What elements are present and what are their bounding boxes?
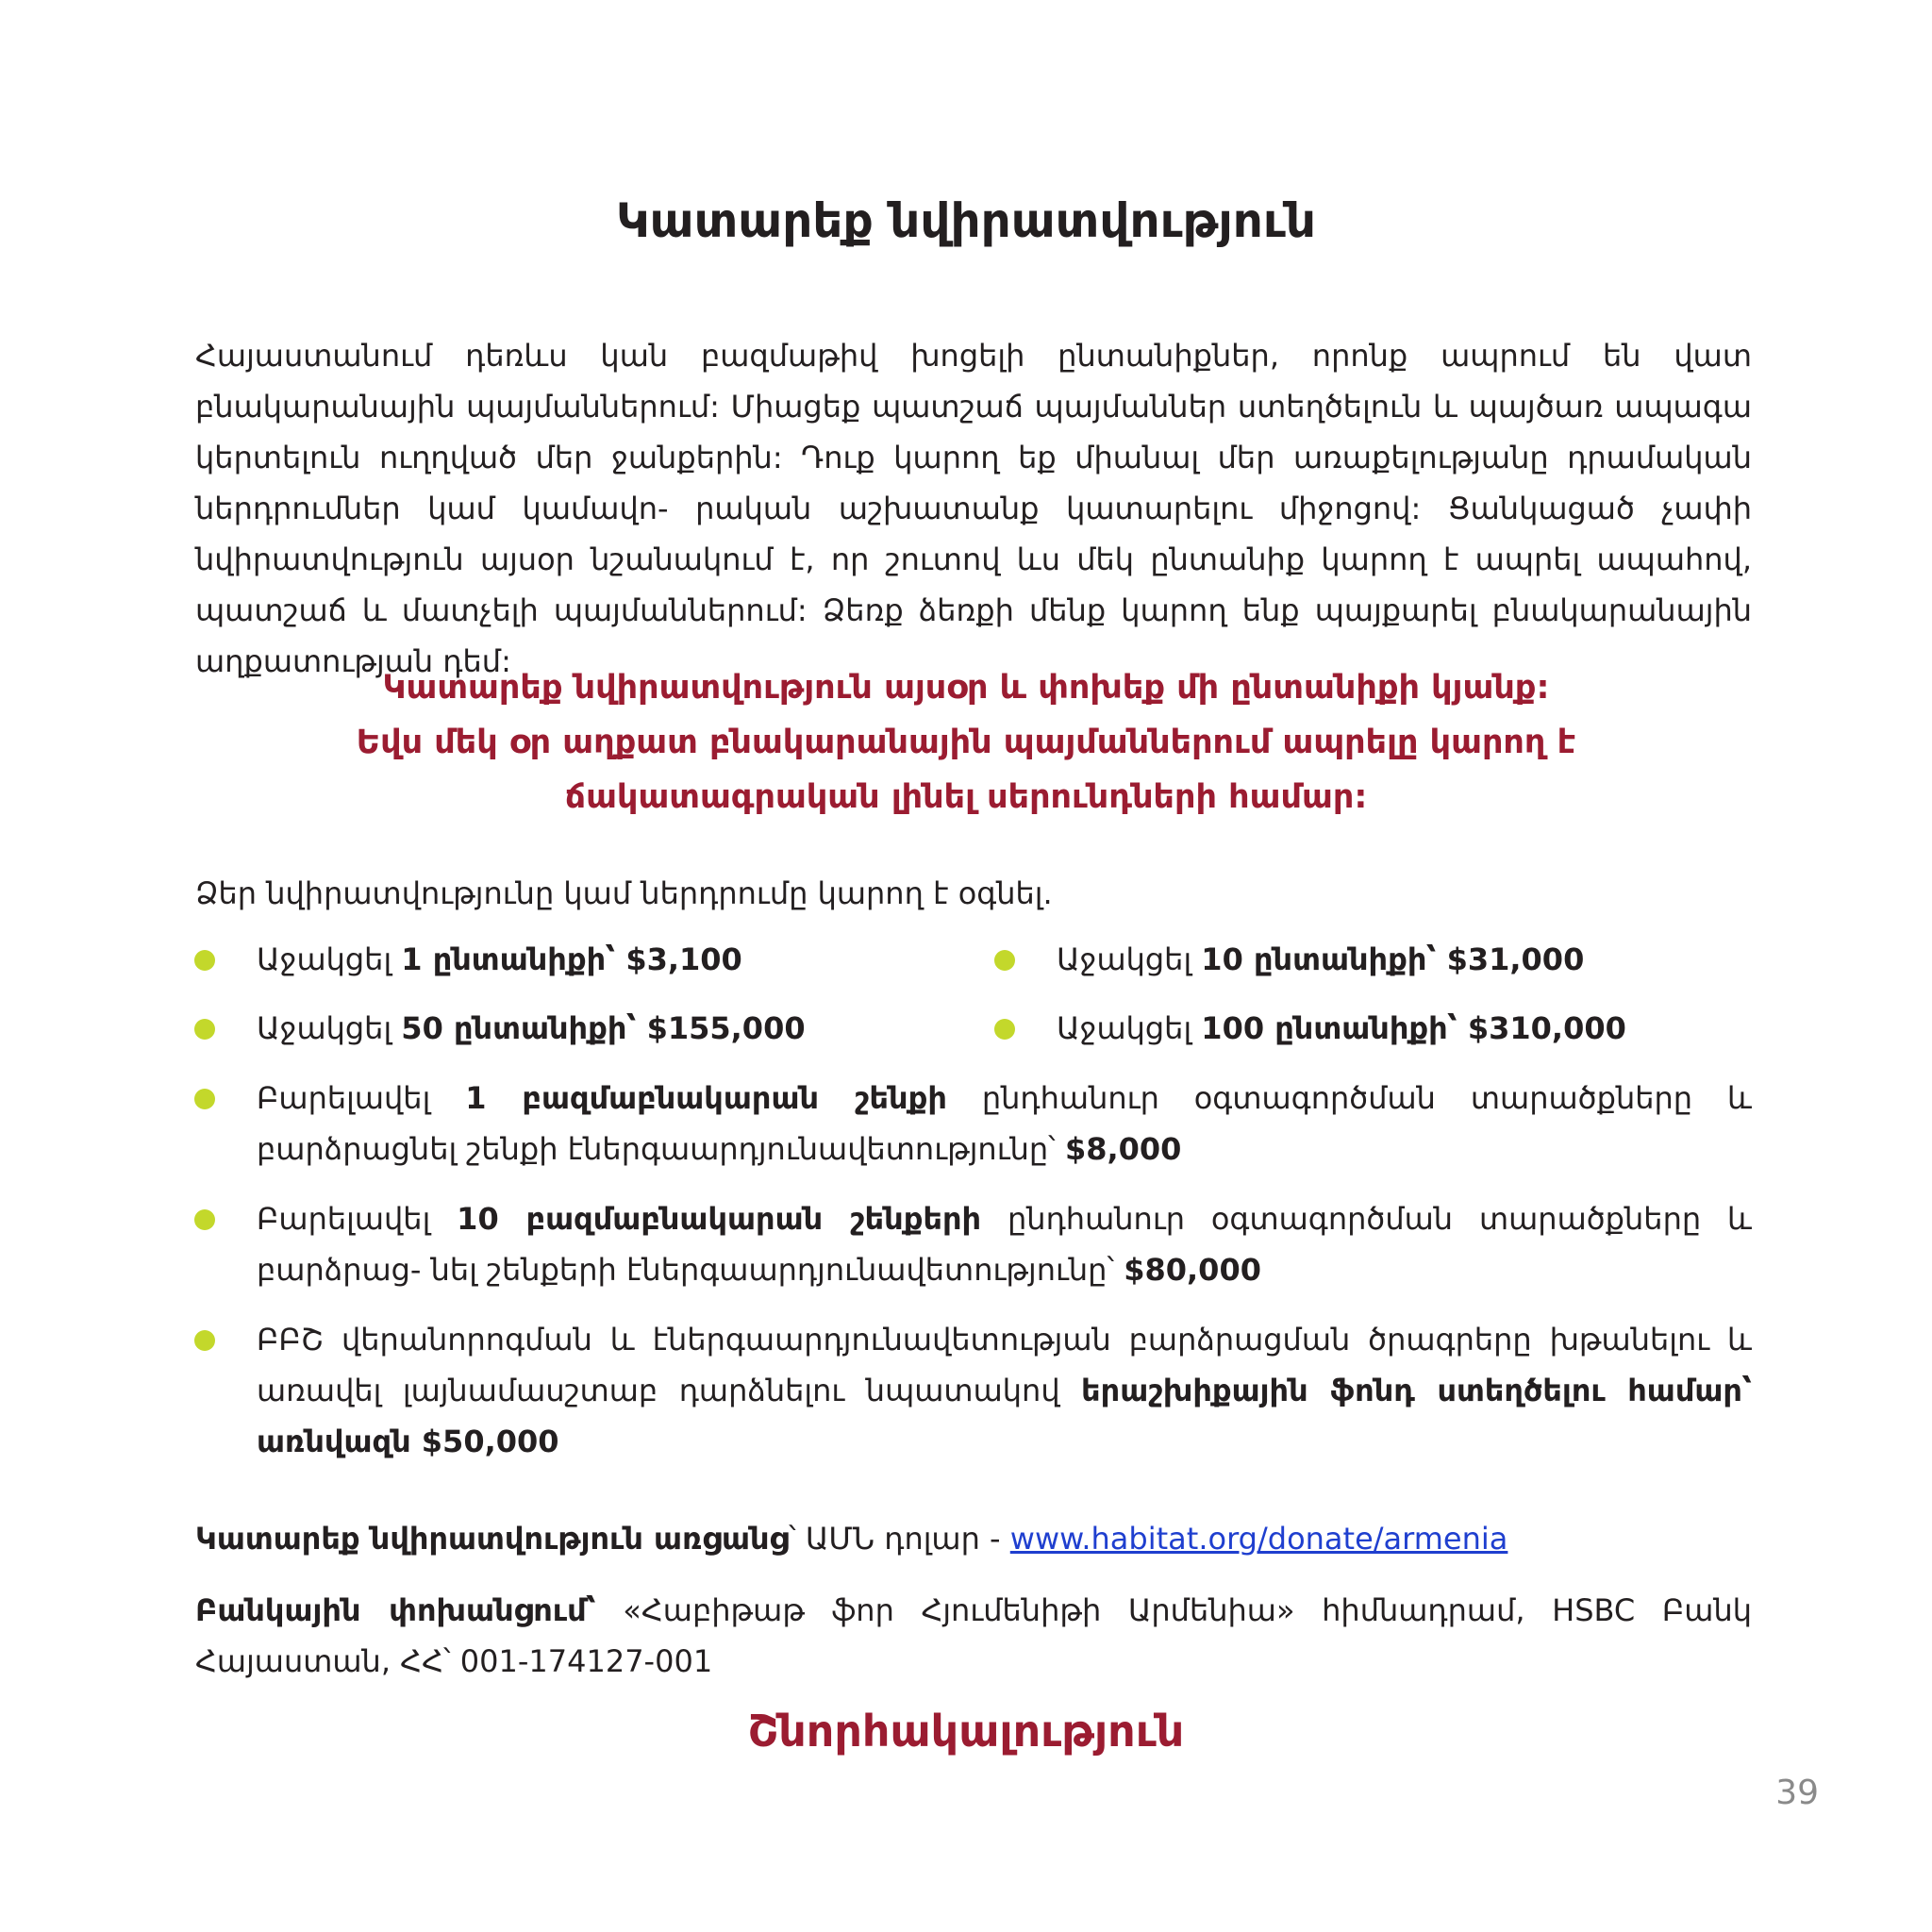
- help-intro: Ձեր նվիրատվությունը կամ ներդրումը կարող է օգնել.: [195, 875, 1053, 911]
- bullet-dot-icon: [194, 950, 215, 971]
- callout-line-1: Կատարեք նվիրատվություն այսօր և փոխեք մի ընտանիքի կյանք:: [382, 669, 1550, 707]
- bullet-amount: 50 ընտանիքի՝ $155,000: [401, 1010, 806, 1046]
- bullet-text: Աջակցել: [257, 1010, 402, 1046]
- bullet-dot-icon: [194, 1209, 215, 1230]
- bullet-amount: 10 ընտանիքի՝ $31,000: [1201, 941, 1585, 977]
- bullet-text: ԲԲՇ վերանորոգման և էներգաարդյունավետության բարձրացման ծրագրերը խթանելու և առավել լայնամասշտաբ դարձնելու նպատակով: [257, 1322, 1752, 1408]
- bullet-item-2: [1057, 934, 1584, 985]
- bank-transfer-line: [195, 1585, 1752, 1687]
- online-donation-label: Կատարեք նվիրատվություն առցանց: [195, 1521, 790, 1557]
- bullet-dot-icon: [194, 1089, 215, 1109]
- bullet-text: Բարելավել: [257, 1080, 466, 1116]
- bullet-amount: $8,000: [1064, 1131, 1182, 1167]
- donate-link[interactable]: www.habitat.org/donate/armenia: [1009, 1521, 1508, 1557]
- bullet-item-3: [257, 1003, 806, 1054]
- thank-you-heading: Շնորհակալություն: [747, 1706, 1185, 1757]
- page-title: Կատարեք նվիրատվություն: [615, 193, 1317, 248]
- bullet-item-5: [257, 1073, 1752, 1174]
- callout-line-2: Եվս մեկ օր աղքատ բնակարանային պայմաններում ապրելը կարող է: [356, 724, 1576, 761]
- bullet-text: Աջակցել: [257, 941, 402, 977]
- bullet-item-4: [1057, 1003, 1626, 1054]
- callout-block: [142, 660, 1790, 824]
- bank-transfer-text: «Հաբիթաթ ֆոր Հյումենիթի Արմենիա» հիմնադրամ, HSBC Բանկ Հայաստան, ՀՀ՝ 001-174127-001: [195, 1592, 1753, 1679]
- online-donation-line: [195, 1521, 1507, 1557]
- bullet-text: Բարելավել: [257, 1201, 458, 1237]
- bullet-dot-icon: [194, 1019, 215, 1040]
- bullet-amount: երաշխիքային ֆոնդ ստեղծելու համար՝ առնվազն $50,000: [257, 1373, 1752, 1459]
- bullet-amount: 100 ընտանիքի՝ $310,000: [1201, 1010, 1626, 1046]
- bullet-dot-icon: [994, 1019, 1015, 1040]
- page-number: 39: [1775, 1774, 1819, 1812]
- bullet-highlight: 1 բազմաբնակարան շենքի: [465, 1080, 947, 1116]
- bullet-item-6: [257, 1193, 1752, 1295]
- bullet-dot-icon: [994, 950, 1015, 971]
- bank-transfer-label: Բանկային փոխանցում՝: [195, 1592, 596, 1628]
- bullet-amount: 1 ընտանիքի՝ $3,100: [401, 941, 742, 977]
- callout-line-3: ճակատագրական լինել սերունդների համար:: [564, 778, 1368, 816]
- bullet-dot-icon: [194, 1330, 215, 1351]
- intro-paragraph: Հայաստանում դեռևս կան բազմաթիվ խոցելի ընտանիքներ, որոնք ապրում են վատ բնակարանային պայմաններում: Միացեք պատշաճ պայմաններ ստեղծելուն և պայծառ ապագա կերտելուն ուղղված մեր ջանքերին: Դուք կարող եք միանալ մեր առաքելությանը դրամական ներդրումներ կամ կամավո- րական աշխատանք կատարելու միջոցով: Ցանկացած չափի նվիրատվություն այսօր նշանակում է, որ շուտով ևս մեկ ընտանիք կարող է ապրել ապահով, պատշաճ և մատչելի պայմաններում: Ձեռք ձեռքի մենք կարող ենք պայքարել բնակարանային աղքատության դեմ:: [195, 338, 1752, 679]
- bullet-amount: $80,000: [1124, 1252, 1261, 1288]
- bullet-text: ընդհանուր օգտագործման տարածքները և բարձրաց- նել շենքերի էներգաարդյունավետությունը՝: [257, 1201, 1753, 1288]
- online-donation-text: ՝ ԱՄՆ դոլար -: [789, 1521, 1010, 1557]
- bullet-text: Աջակցել: [1057, 941, 1202, 977]
- bullet-text: Աջակցել: [1057, 1010, 1202, 1046]
- bullet-item-7: [257, 1314, 1752, 1467]
- bullet-highlight: 10 բազմաբնակարան շենքերի: [457, 1201, 982, 1237]
- bullet-item-1: [257, 934, 742, 985]
- bullet-text: ընդհանուր օգտագործման տարածքները և բարձրացնել շենքի էներգաարդյունավետությունը՝: [257, 1080, 1752, 1167]
